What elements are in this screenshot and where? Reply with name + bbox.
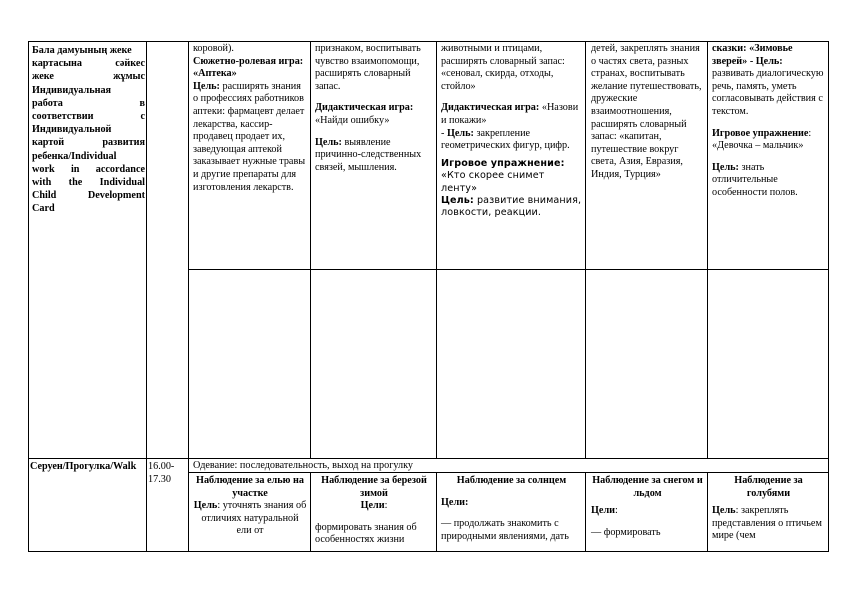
label-line: with the Individual [32, 177, 145, 189]
table-row-divider [188, 269, 829, 270]
game-name: «Назови и покажи» [441, 102, 579, 126]
individual-day4-cell [585, 42, 708, 182]
walk-day5-cell [707, 474, 829, 543]
goal-text: : уточнять знания об отличиях натуральной ели от [201, 500, 307, 537]
goal-label: Цель: [193, 80, 220, 92]
day3-goal [441, 128, 582, 153]
day3-exercise-goal [441, 195, 582, 220]
label-line: Индивидуальная [32, 84, 112, 96]
walk-day2-goal-text: формировать знания об особенностях жизни [315, 521, 417, 546]
walk-day3-title: Наблюдение за солнцем [456, 475, 567, 486]
walk-time: 16.00-17.30 [148, 461, 175, 485]
exercise-colon: : [808, 127, 812, 139]
goal-colon: : [384, 500, 388, 512]
walk-day4-cell [585, 474, 708, 539]
walk-day4-goal-label [591, 505, 704, 518]
goal-text: закрепление геометрических фигур, цифр. [441, 127, 570, 152]
table-border-bottom [28, 551, 829, 552]
goal-text: знать отличительные особенности полов. [712, 161, 798, 198]
day4-text: детей, закреплять знания о частях света, разных странах, воспитывать желание путешествовать, дружеские взаимоотношения, расширять словарный запас: «капитан, путешествие вокруг света, Азия, Евразия, Индия, Турция» [591, 43, 702, 180]
label-line: Card [32, 203, 55, 215]
walk-day2-title: Наблюдение за березой зимой [321, 475, 427, 499]
day1-lead: коровой). [193, 43, 234, 54]
label-line: Индивидуальной [32, 124, 112, 136]
individual-work-label [28, 43, 147, 216]
game-title: Дидактическая игра: [441, 102, 540, 114]
day3-lead: животными и птицами, расширять словарный запас: «сеновал, скирда, отходы, стойло» [441, 43, 565, 92]
individual-day5-cell [707, 42, 829, 200]
label-line: работа в [32, 97, 145, 109]
label-line: Бала дамуының жеке [32, 45, 132, 56]
day3-game [441, 102, 582, 127]
walk-day3-goal-text: — продолжать знакомить с природными явлениями, дать [441, 518, 569, 542]
day1-goal [193, 81, 307, 194]
walk-day4-title: Наблюдение за снегом и льдом [592, 475, 703, 499]
spacer [315, 128, 433, 137]
label-line: картасына сәйкес [32, 58, 145, 70]
lead-bold: сказки: «Зимовье зверей» - Цель: [712, 43, 793, 67]
goal-text: : закреплять представления о птичьем мире (чем [712, 505, 822, 542]
individual-day2-cell [310, 42, 437, 174]
goal-label: Цель: [315, 136, 342, 148]
walk-day4-goal-text: — формировать [591, 526, 661, 538]
empty-cell-divider [707, 269, 708, 459]
walk-day1-goal [193, 500, 307, 538]
goal-label: Цели [591, 505, 616, 517]
walk-label: Серуен/Прогулка/Walk [30, 461, 137, 472]
goal-label: Цель: [446, 127, 474, 139]
label-line: ребенка/Individual [32, 150, 117, 162]
exercise-name: «Кто скорее снимет ленту» [441, 170, 545, 194]
spacer [441, 509, 582, 518]
day5-goal [712, 162, 825, 200]
goal-label: Цель [712, 505, 736, 517]
exercise-goal-text: развитие внимания, ловкости, реакции. [441, 194, 582, 219]
empty-cell-divider [310, 269, 311, 459]
empty-cell-divider [585, 269, 586, 459]
walk-day1-cell [188, 474, 311, 538]
walk-day2-goal-label [315, 500, 433, 513]
walk-day3-goal-label: Цели: [441, 496, 469, 508]
spacer [712, 153, 825, 162]
day3-exercise [441, 158, 582, 195]
day5-lead [712, 43, 825, 119]
walk-day2-cell [310, 474, 437, 547]
spacer [591, 518, 704, 527]
day2-goal [315, 137, 433, 175]
exercise-title: Игровое упражнение [712, 127, 809, 139]
day2-game [315, 102, 433, 127]
exercise-name: «Девочка – мальчик» [712, 140, 804, 152]
walk-day1-title: Наблюдение за елью на участке [196, 475, 304, 499]
exercise-goal-label: Цель: [441, 194, 474, 206]
label-line: work in accordance [32, 163, 145, 175]
goal-colon: : [615, 505, 618, 517]
empty-cell-divider [436, 269, 437, 459]
label-line: Child Development [32, 190, 145, 202]
individual-day1-cell [188, 42, 311, 194]
label-line: соответствии с [32, 111, 145, 123]
label-line: картой развития [32, 137, 145, 149]
goal-label: Цель: [712, 161, 739, 173]
day5-exercise [712, 128, 825, 153]
spacer [315, 513, 433, 522]
label-line: жеке жұмыс [32, 71, 145, 83]
day2-lead: признаком, воспитывать чувство взаимопомощи, расширять словарный запас. [315, 43, 421, 92]
spacer [441, 488, 582, 497]
walk-day5-goal [712, 505, 825, 543]
goal-label: Цели [360, 500, 385, 512]
walk-day3-cell [436, 474, 586, 543]
exercise-title: Игровое упражнение: [441, 157, 565, 169]
lead-text: развивать диалогическую речь, память, уметь согласовывать действия с текстом. [712, 68, 824, 117]
day1-game-title: Сюжетно-ролевая игра: «Аптека» [193, 55, 304, 80]
goal-prefix: - [441, 127, 447, 139]
walk-day5-title: Наблюдение за голубями [734, 475, 803, 499]
game-title: Дидактическая игра: [315, 102, 414, 114]
goal-text: расширять знания о профессиях работников аптеки: фармацевт делает лекарства, кассир-продавец продает их, заведующая аптекой заказывает нужные травы и другие препараты для изготовления лекарств. [193, 80, 306, 193]
spacer [315, 93, 433, 102]
spacer [712, 119, 825, 128]
individual-day3-cell [436, 42, 586, 220]
goal-text: выявление причинно-следственных связей, мышления. [315, 136, 422, 173]
walk-dressing: Одевание: последовательность, выход на прогулку [193, 460, 414, 471]
goal-label: Цель [193, 500, 218, 512]
game-name: «Найди ошибку» [315, 114, 390, 126]
spacer [441, 93, 582, 102]
